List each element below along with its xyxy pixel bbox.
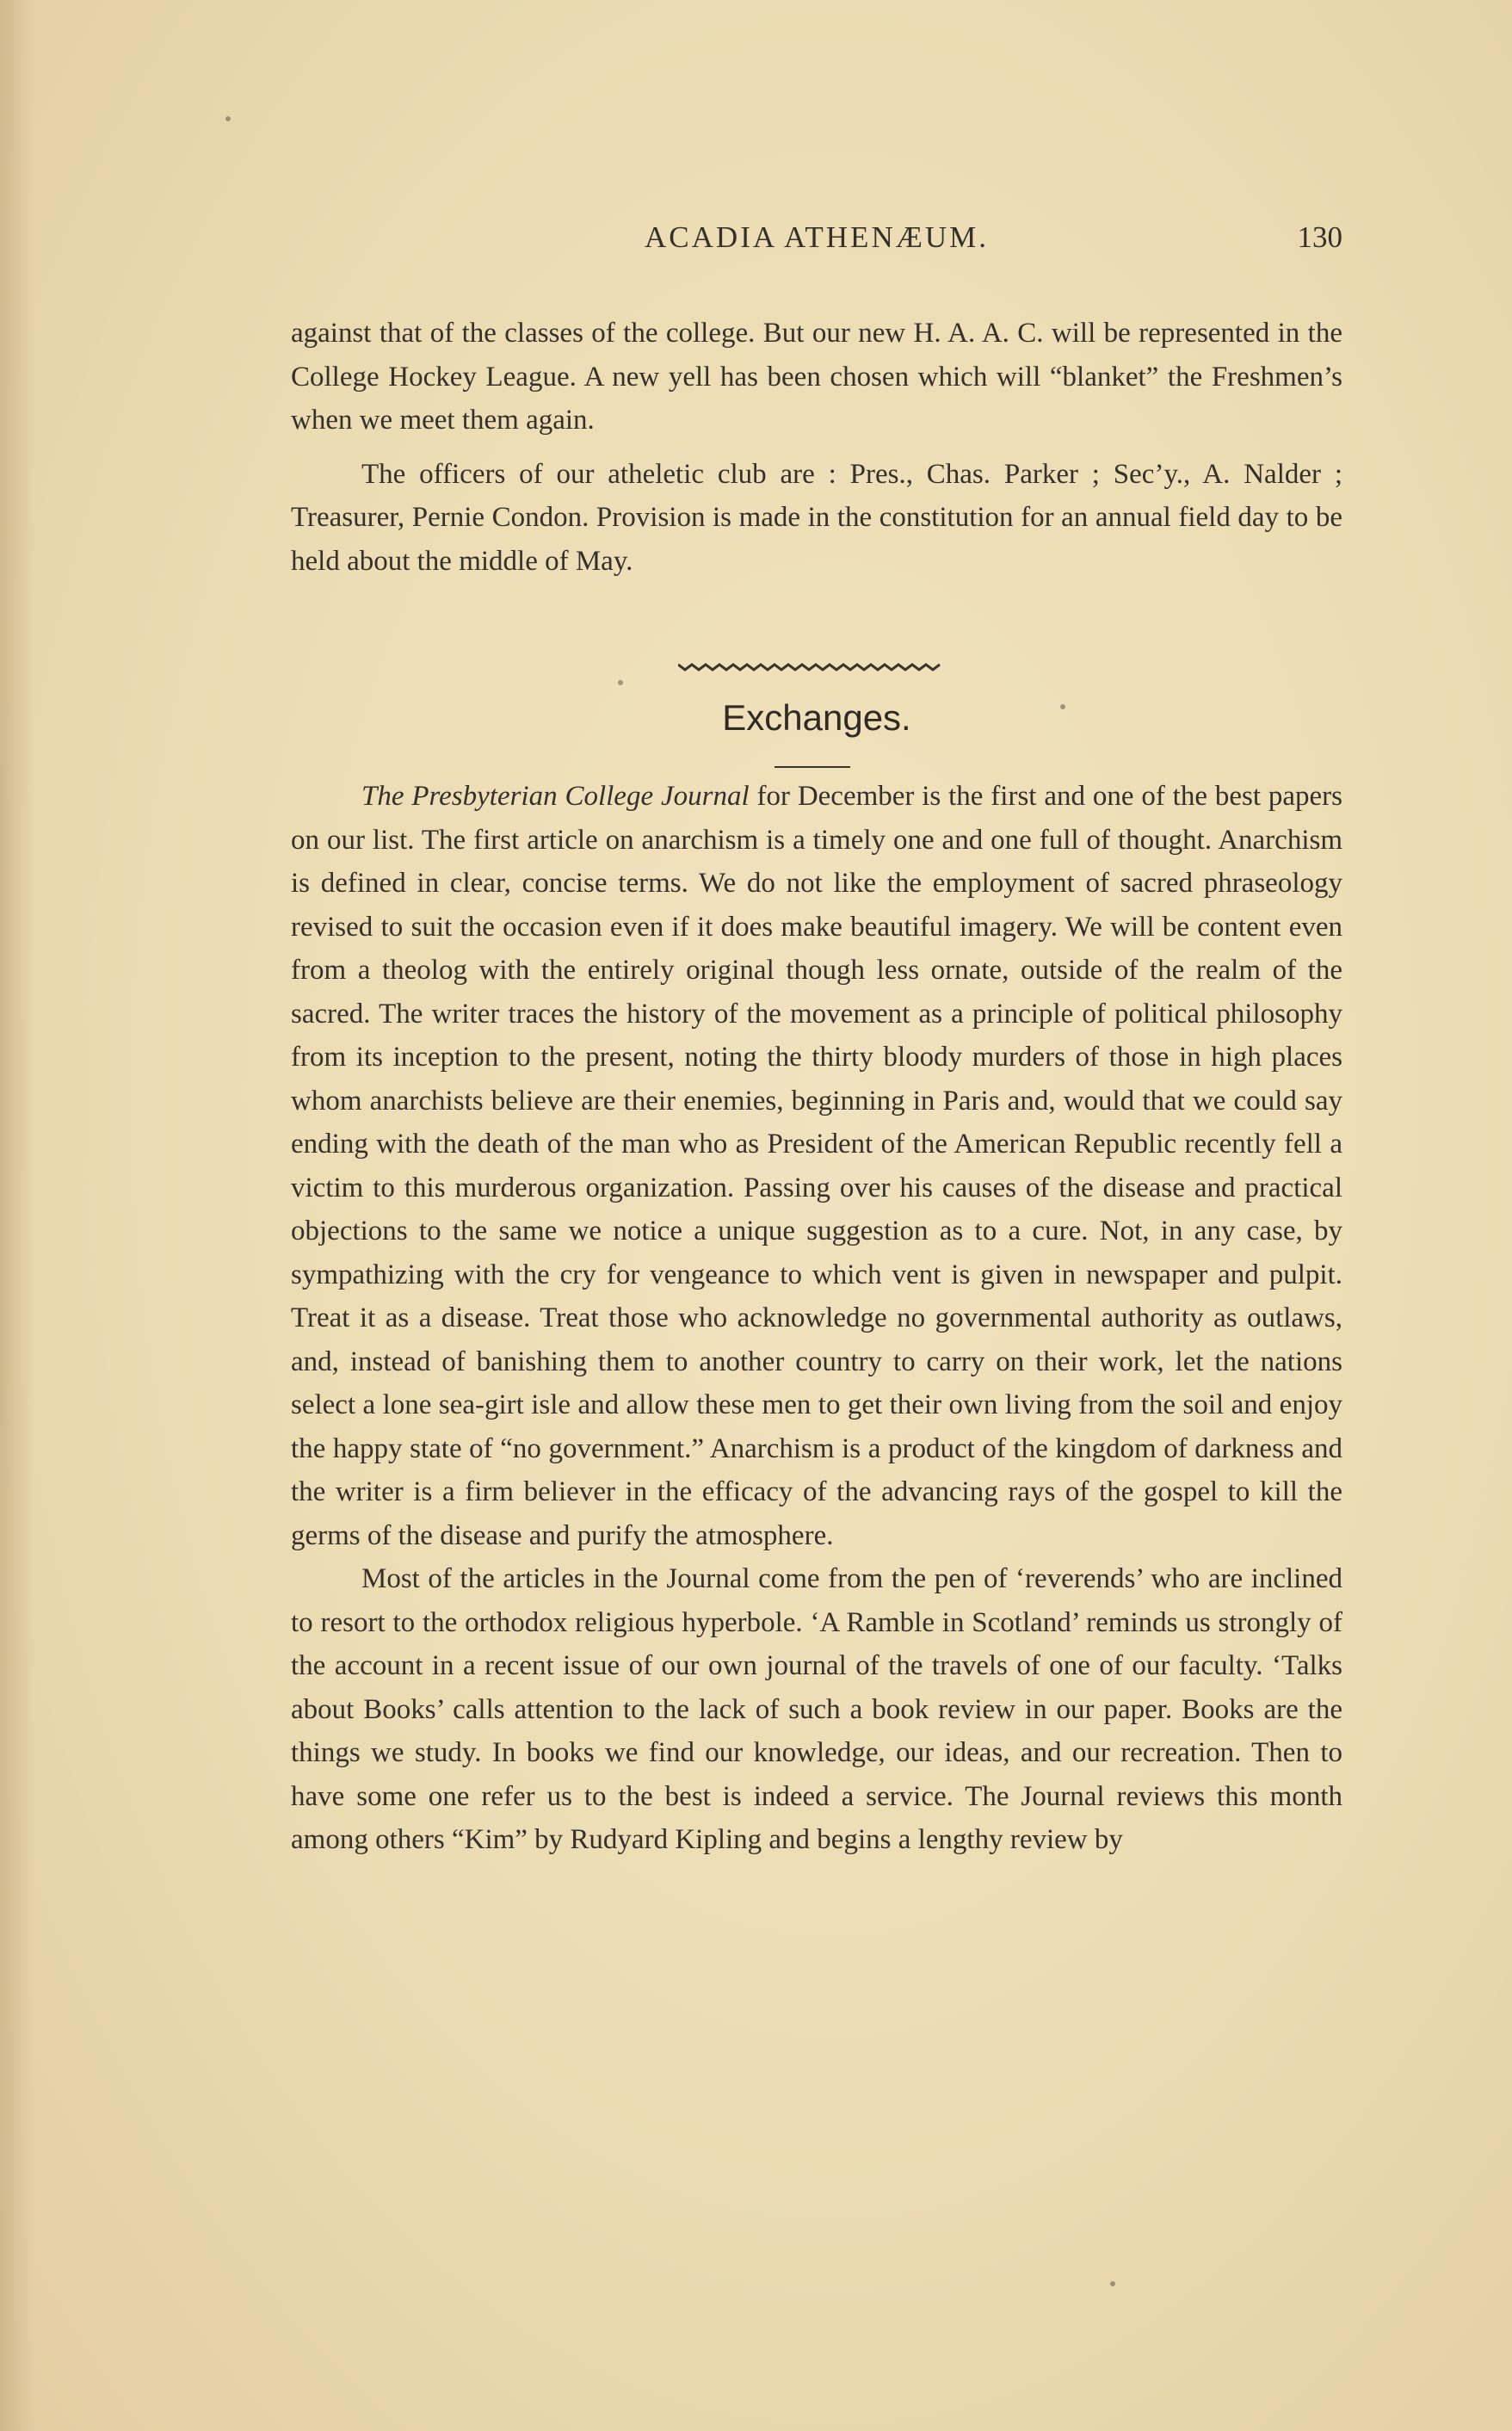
paragraph-presbyterian-journal [291, 775, 1342, 1557]
paragraph-hockey: against that of the classes of the college. But our new H. A. A. C. will be represented in the College Hockey League. A new yell has been chosen which will “blanket” the Freshmen’s when we meet them again. [291, 318, 1342, 436]
paper-speck [1110, 2281, 1115, 2286]
binding-gutter-shadow [0, 0, 34, 2431]
paragraph-journal-articles: Most of the articles in the Journal come from the pen of ‘reverends’ who are inclined to resort to the orthodox religious hyperbole. ‘A Ramble in Scotland’ reminds us strongly of the account in a recent issue of our own journal of the travels of one of our faculty. ‘Talks about Books’ calls attention to the lack of such a book review in our paper. Books are the things we study. In books we find our knowledge, our ideas, and our recreation. Then to have some one refer us to the best is indeed a service. The Journal reviews this month among others “Kim” by Rudyard Kipling and begins a lengthy review by [291, 1563, 1342, 1855]
paragraph-body: for December is the first and one of the best papers on our list. The first article on anarchism is a timely one and one full of thought. Anarchism is defined in clear, concise terms. We do not like the employment of sacred phraseology revised to suit the occasion even if it does make beautiful imagery. We will be content even from a theolog with the entirely original though less ornate, outside of the realm of the sacred. The writer traces the history of the movement as a principle of political philosophy from its inception to the present, noting the thirty bloody murders of those in high places whom anarchists believe are their enemies, beginning in Paris and, would that we could say ending with the death of the man who as President of the American Republic recently fell a victim to this murderous organization. Passing over his causes of the disease and practical objections to the same we notice a unique suggestion as to a cure. Not, in any case, by sympathizing with the cry for vengeance to which vent is given in newspaper and pulpit. Treat it as a disease. Treat those who acknowledge no governmental authority as outlaws, and, instead of banishing them to another country to carry on their work, let the nations select a lone sea-girt isle and allow these men to get their own living from the soil and enjoy the happy state of “no government.” Anarchism is a product of the kingdom of darkness and the writer is a firm believer in the efficacy of the advancing rays of the gospel to kill the germs of the disease and purify the atmosphere. [291, 781, 1342, 1551]
section-heading-exchanges: Exchanges. [722, 697, 911, 738]
paper-speck [225, 116, 231, 121]
page-number: 130 [1297, 220, 1342, 254]
page-header [291, 220, 1342, 263]
section-divider-ornament [678, 661, 945, 673]
paper-speck [1060, 704, 1065, 709]
paragraph-club-officers: The officers of our atheletic club are : Pres., Chas. Parker ; Sec’y., A. Nalder ; Treasurer, Pernie Condon. Provision is made in the constitution for an annual field day to be held about the middle of May. [291, 458, 1342, 577]
athletics-text-block [291, 312, 1342, 583]
heading-underline [775, 766, 850, 768]
paper-speck [618, 680, 623, 685]
running-head: ACADIA ATHENÆUM. [645, 220, 989, 254]
journal-title: The Presbyterian College Journal [361, 781, 750, 812]
exchanges-text-block [291, 775, 1342, 1862]
